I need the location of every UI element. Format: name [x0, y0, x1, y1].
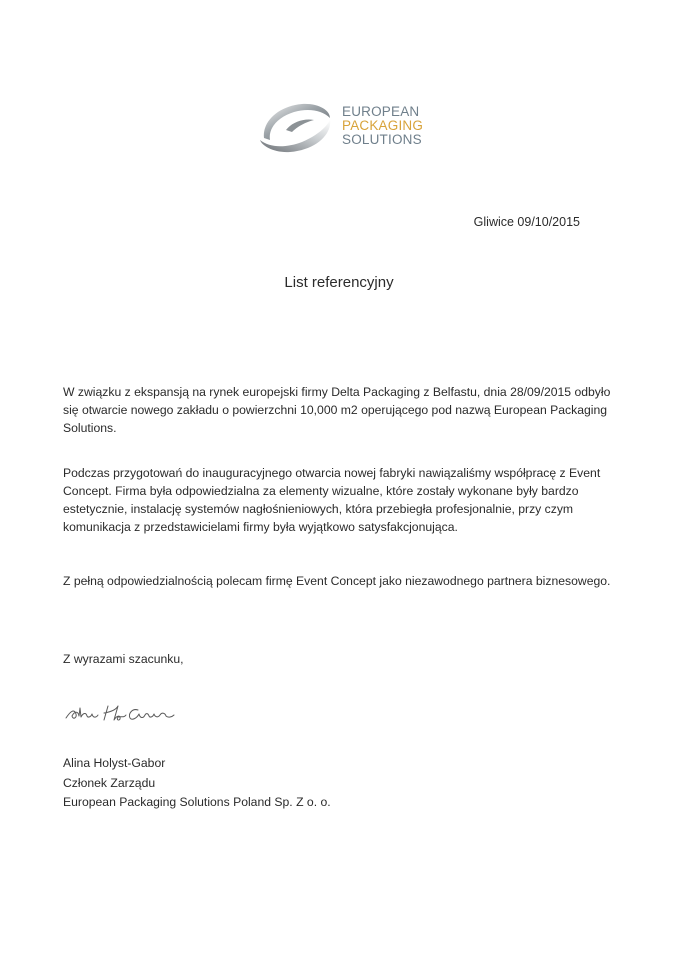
letter-paragraph-3: Z pełną odpowiedzialnością polecam firmę Event Concept jako niezawodnego partnera biznesowego. — [63, 574, 611, 588]
logo-swoosh-icon — [256, 100, 332, 154]
handwritten-signature — [64, 698, 186, 726]
company-logo — [256, 100, 426, 154]
logo-line-european: EUROPEAN — [342, 104, 420, 119]
letter-closing: Z wyrazami szacunku, — [63, 652, 184, 666]
logo-wordmark — [342, 105, 423, 147]
signatory-name: Alina Holyst-Gabor — [63, 756, 166, 770]
logo-line-solutions: SOLUTIONS — [342, 132, 422, 147]
letter-paragraph-2: Podczas przygotowań do inauguracyjnego otwarcia nowej fabryki nawiązaliśmy współpracę z Event Concept. Firma była odpowiedzialna za elementy wizualne, które zostały wykonane były bardzo estetycznie, instalację systemów nagłośnieniowych, która przebiegła profesjonalnie, przy czym komunikacja z przedstawicielami firmy była wyjątkowo satysfakcjonująca. — [63, 466, 601, 534]
signatory-block — [63, 754, 331, 813]
letter-paragraph-1: W związku z ekspansją na rynek europejski firmy Delta Packaging z Belfastu, dnia 28/09/2015 odbyło się otwarcie nowego zakładu o powierzchni 10,000 m2 operującego pod nazwą European Packaging Solutions. — [63, 385, 611, 435]
signatory-role: Członek Zarządu — [63, 775, 156, 790]
letter-date: Gliwice 09/10/2015 — [473, 215, 580, 229]
letter-title: List referencyjny — [284, 274, 394, 291]
signatory-company: European Packaging Solutions Poland Sp. Z o. o. — [63, 795, 331, 809]
logo-line-packaging: PACKAGING — [342, 118, 424, 133]
